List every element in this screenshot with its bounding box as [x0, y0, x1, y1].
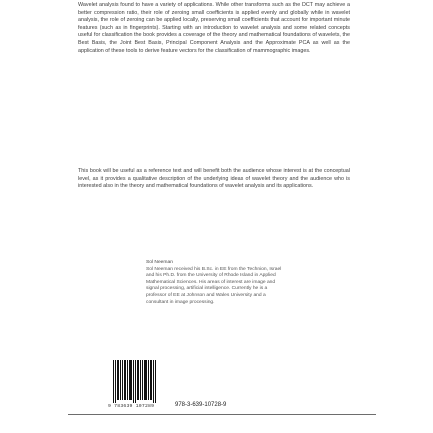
isbn: 978-3-639-10728-9: [175, 402, 227, 408]
author-name: Sol Neeman: [146, 260, 173, 265]
barcode: [108, 360, 168, 412]
description-paragraph-1: Wavelet analysis found to have a variety of applications. While other transforms such as the DCT may achieve a better compression ratio, their role of zeroing small coefficients is applied evenly and globally while in wavelet analysis, the role of zeroing can be applied locally, preserving small coefficients that account for important minute features (such as in fingerprints). Starting with an introduction to wavelet analysis and some related concepts useful for classification the book provides a coverage of the theory and mathematical foundations of wavelets, the Best Basis, the Joint Best Basis, Principal Component Analysis and the Approximate PCA as well as the application of these tools to derive feature vectors for the classification of mammographic images.: [78, 2, 350, 54]
author-biography: [146, 260, 282, 306]
barcode-digits: 9 783639 107289: [108, 404, 155, 409]
barcode-icon: [113, 360, 158, 403]
description-paragraph-2: This book will be useful as a reference text and will benefit both the audience whose interest is at the conceptual level, as it provides a qualitative description of the underlying ideas of wavelet theory and the audience who is interested also in the theory and mathematical foundations of wavelet analysis and its applications.: [78, 168, 350, 190]
author-bio-text: Sol Neeman received his B.Sc. in EE from the Technion, Israel and his Ph.D. from the University of Rhode Island in Applied Mathematical Sciences. His areas of interest are image and signal processing, artificial intelligence. Currently he is a professor of EE at Johnson and Wales University and a consultant in image processing.: [146, 266, 282, 305]
bottom-divider: [68, 414, 376, 415]
